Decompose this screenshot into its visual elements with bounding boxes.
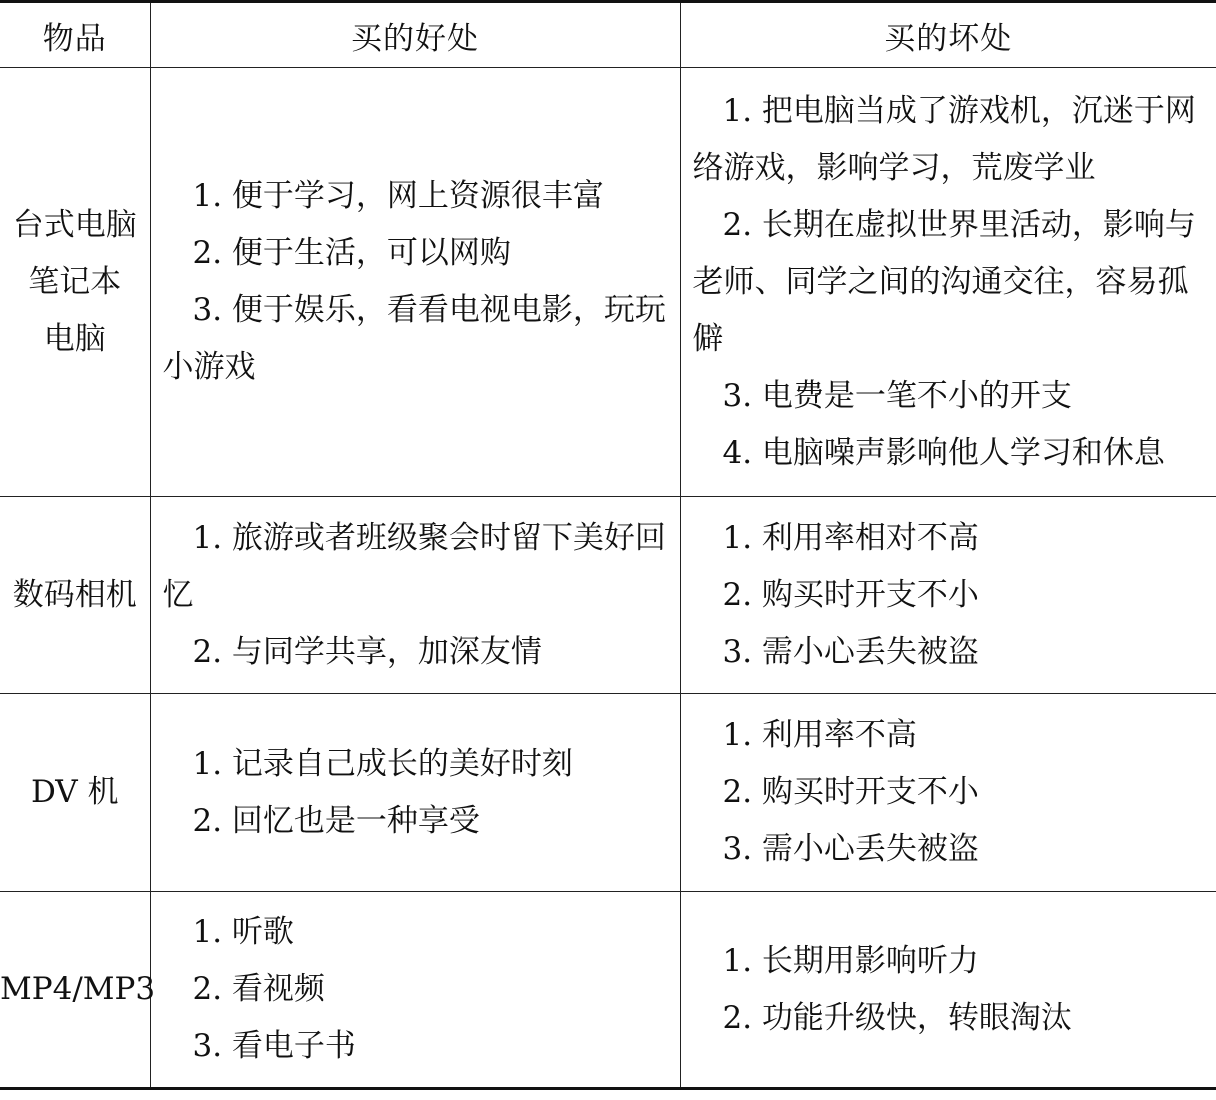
item-name-line: 笔记本	[28, 263, 122, 300]
item-name-line: 电脑	[43, 320, 106, 357]
item-cell	[0, 694, 150, 892]
pros-cell	[150, 68, 680, 497]
con-item: 4. 电脑噪声影响他人学习和休息	[722, 434, 1165, 471]
pro-item: 1. 记录自己成长的美好时刻	[192, 745, 573, 782]
con-item: 2. 长期在虚拟世界里活动，影响与老师、同学之间的沟通交往，容易孤僻	[692, 206, 1196, 357]
con-item: 1. 长期用影响听力	[722, 942, 979, 979]
cons-cell	[680, 694, 1216, 892]
pro-item: 1. 便于学习，网上资源很丰富	[192, 178, 604, 214]
con-item: 3. 需小心丢失被盗	[722, 633, 979, 670]
header-item: 物品	[0, 2, 150, 68]
item-cell	[0, 68, 150, 497]
item-name-line: 数码相机	[12, 576, 137, 613]
pros-cell	[150, 694, 680, 892]
pros-cell	[150, 892, 680, 1089]
table-row	[0, 497, 1216, 694]
pro-item: 3. 便于娱乐，看看电视电影，玩玩小游戏	[162, 292, 666, 385]
header-pros: 买的好处	[150, 2, 680, 68]
pro-item: 2. 回忆也是一种享受	[192, 802, 480, 839]
table-row	[0, 694, 1216, 892]
cons-cell	[680, 892, 1216, 1089]
con-item: 1. 利用率相对不高	[722, 519, 979, 556]
pro-item: 1. 听歌	[192, 914, 294, 950]
pro-item: 2. 看视频	[192, 971, 325, 1007]
pro-item: 1. 旅游或者班级聚会时留下美好回忆	[162, 519, 666, 613]
con-item: 2. 购买时开支不小	[722, 774, 979, 810]
item-cell	[0, 497, 150, 694]
cons-cell	[680, 497, 1216, 694]
con-item: 1. 把电脑当成了游戏机，沉迷于网络游戏，影响学习，荒废学业	[692, 92, 1196, 186]
item-name-line: 台式电脑	[12, 206, 137, 243]
header-cons: 买的坏处	[680, 2, 1216, 68]
table-row	[0, 892, 1216, 1089]
table-header-row	[0, 2, 1216, 68]
pro-item: 2. 与同学共享，加深友情	[192, 633, 542, 670]
item-cell	[0, 892, 156, 1089]
pro-item: 3. 看电子书	[192, 1028, 356, 1064]
table-row	[0, 68, 1216, 497]
con-item: 3. 电费是一笔不小的开支	[722, 377, 1072, 414]
cons-cell	[680, 68, 1216, 497]
item-name-line: MP4/MP3	[0, 971, 156, 1007]
item-name-line: DV 机	[30, 774, 119, 810]
pros-cell	[150, 497, 680, 694]
con-item: 1. 利用率不高	[722, 717, 917, 753]
con-item: 2. 功能升级快，转眼淘汰	[722, 999, 1072, 1036]
pro-item: 2. 便于生活，可以网购	[192, 235, 511, 271]
con-item: 3. 需小心丢失被盗	[722, 831, 979, 867]
con-item: 2. 购买时开支不小	[722, 576, 979, 613]
